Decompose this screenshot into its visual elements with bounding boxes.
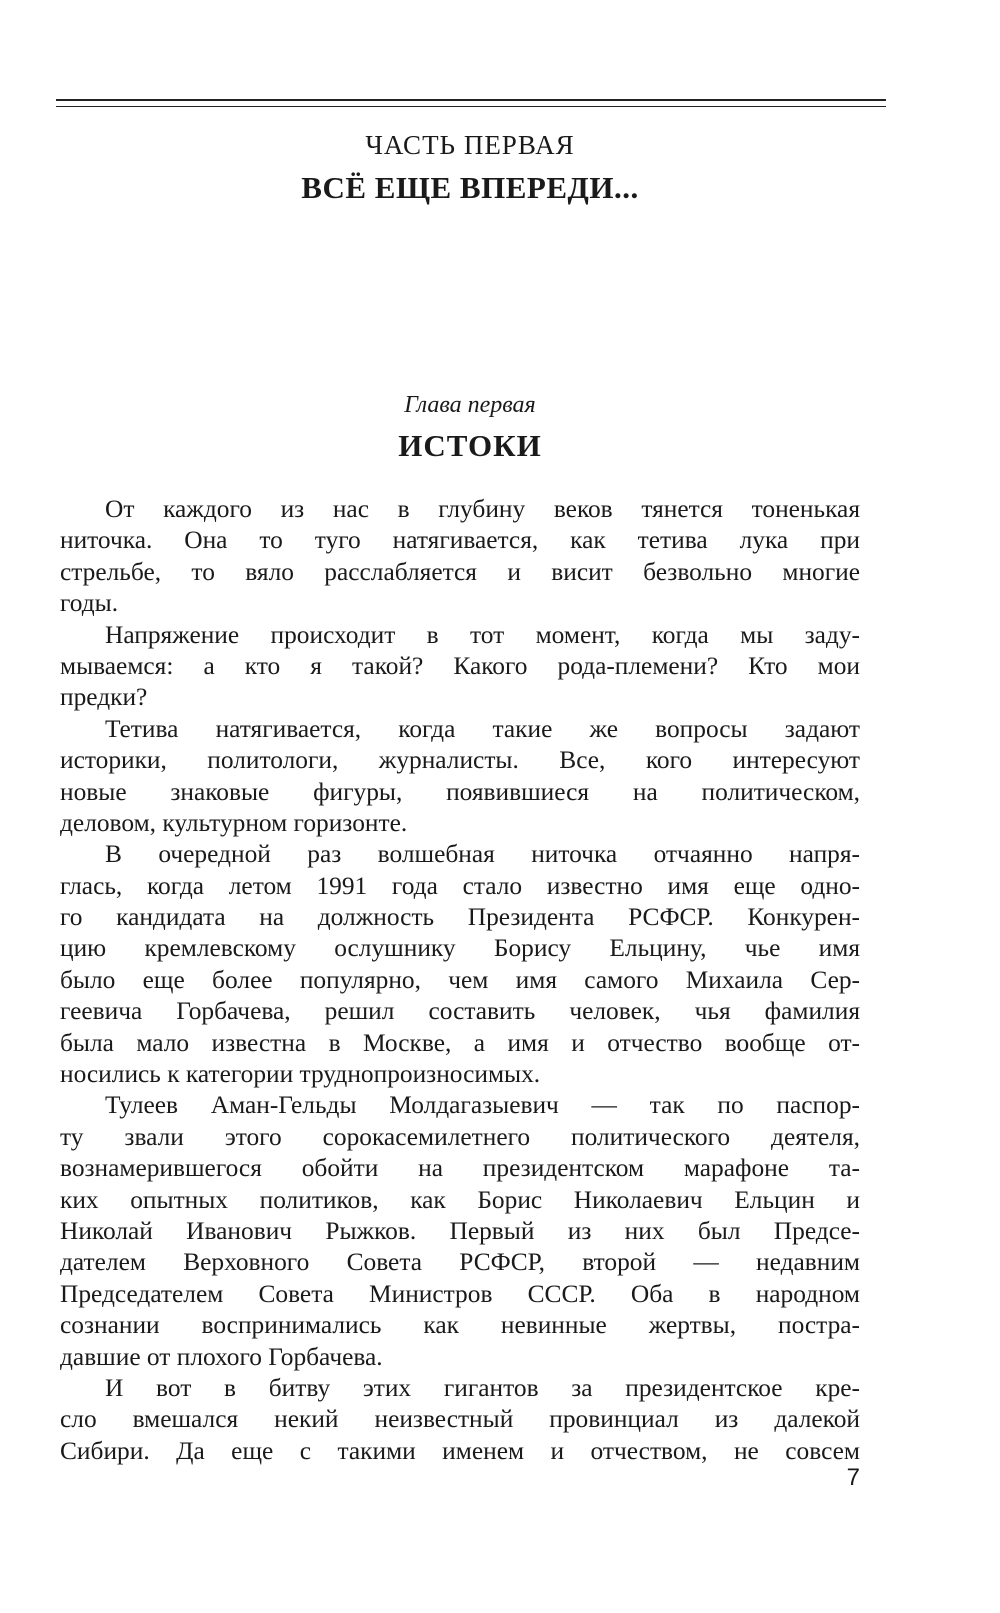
text-line: Тетива натягивается, когда такие же вопросы задают <box>105 714 860 743</box>
text-line: Николай Иванович Рыжков. Первый из них был Предсе- <box>60 1216 860 1245</box>
text-line: ких опытных политиков, как Борис Николаевич Ельцин и <box>60 1185 860 1214</box>
text-line: вознамерившегося обойти на президентском марафоне та- <box>60 1154 860 1183</box>
text-line: было еще более популярно, чем имя самого Михаила Сер- <box>60 965 860 994</box>
text-line: го кандидата на должность Президента РСФСР. Конкурен- <box>60 903 860 932</box>
text-line: историки, политологи, журналисты. Все, кого интересуют <box>60 746 860 775</box>
text-line: И вот в битву этих гигантов за президентское кре- <box>105 1373 860 1402</box>
body-text <box>60 494 860 1467</box>
text-line: стрельбе, то вяло расслабляется и висит безвольно многие <box>60 557 860 586</box>
page-number: 7 <box>846 1464 860 1491</box>
part-title: ВСЁ ЕЩЕ ВПЕРЕДИ... <box>301 170 639 205</box>
text-line: Сибири. Да еще с такими именем и отчеством, не совсем <box>60 1436 860 1465</box>
text-line: Напряжение происходит в тот момент, когда мы заду- <box>105 620 860 649</box>
text-line: предки? <box>60 683 148 712</box>
top-rule-thin <box>56 106 886 107</box>
top-rule-thick <box>56 99 886 101</box>
text-line: носились к категории труднопроизносимых. <box>60 1060 541 1089</box>
text-line: Тулеев Аман-Гельды Молдагазыевич — так по паспор- <box>105 1091 860 1120</box>
text-line: ниточка. Она то туго натягивается, как тетива лука при <box>60 526 860 555</box>
text-line: геевича Горбачева, решил составить человек, чья фамилия <box>60 997 860 1026</box>
text-line: новые знаковые фигуры, появившиеся на политическом, <box>60 777 860 806</box>
chapter-label: Глава первая <box>404 392 536 418</box>
text-line: годы. <box>60 589 119 618</box>
text-line: мываемся: а кто я такой? Какого рода-племени? Кто мои <box>60 651 860 680</box>
chapter-title: ИСТОКИ <box>398 428 542 463</box>
text-line: была мало известна в Москве, а имя и отчество вообще от- <box>60 1028 860 1057</box>
text-line: От каждого из нас в глубину веков тянется тоненькая <box>105 495 860 523</box>
text-line: глась, когда летом 1991 года стало известно имя еще одно- <box>60 871 860 900</box>
text-line: ту звали этого сорокасемилетнего политического деятеля, <box>60 1122 860 1151</box>
text-line: Председателем Совета Министров СССР. Оба в народном <box>60 1279 860 1308</box>
text-line: дателем Верховного Совета РСФСР, второй — недавним <box>60 1248 860 1277</box>
text-line: сознании воспринимались как невинные жертвы, постра- <box>60 1311 860 1340</box>
text-line: давшие от плохого Горбачева. <box>60 1342 383 1371</box>
text-line: цию кремлевскому ослушнику Борису Ельцину, чье имя <box>60 934 860 963</box>
text-line: деловом, культурном горизонте. <box>60 808 408 837</box>
part-label: ЧАСТЬ ПЕРВАЯ <box>365 130 575 160</box>
text-line: В очередной раз волшебная ниточка отчаянно напря- <box>105 840 860 869</box>
text-line: сло вмешался некий неизвестный провинциал из далекой <box>60 1405 860 1434</box>
